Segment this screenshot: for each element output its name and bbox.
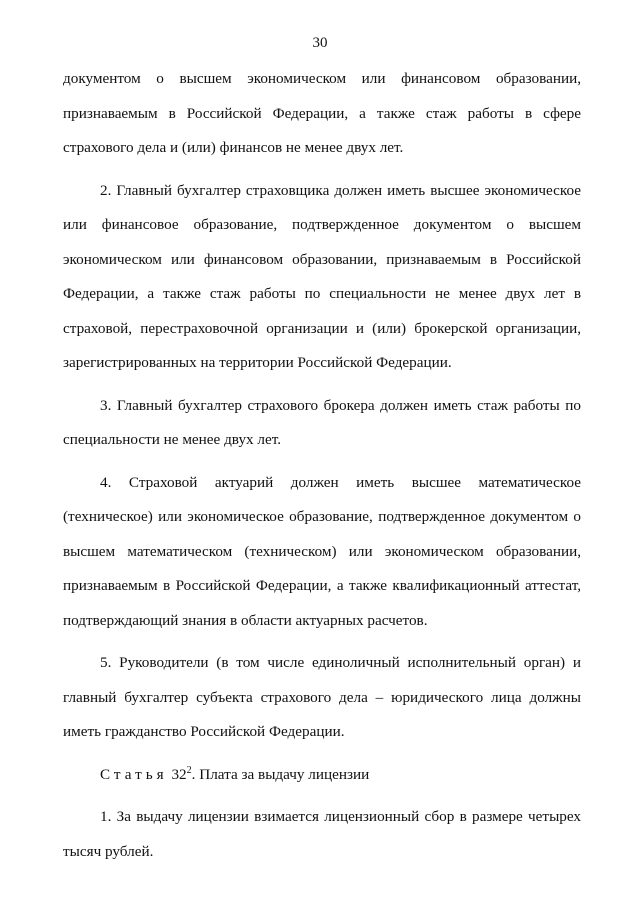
article-superscript: 2 <box>186 764 192 776</box>
article-word: Статья <box>100 765 168 783</box>
article-paragraph-1: 1. За выдачу лицензии взимается лицензионный сбор в размере четырех тысяч рублей. <box>63 808 581 860</box>
paragraph-item-2: 2. Главный бухгалтер страховщика должен иметь высшее экономическое или финансовое образование, подтвержденное документом о высшем экономическом или финансовом образовании, признаваемым в Российской Федерации, а также стаж работы по специальности не менее двух лет в страховой, перестраховочной организации и (или) брокерской организации, зарегистрированных на территории Российской Федерации. <box>63 181 581 371</box>
article-heading <box>63 758 581 793</box>
article-title: . Плата за выдачу лицензии <box>191 765 370 783</box>
document-body <box>63 62 581 877</box>
paragraph-item-4: 4. Страховой актуарий должен иметь высшее математическое (техническое) или экономическое образование, подтвержденное документом о высшем математическом (техническом) или экономическом образовании, признаваемым в Российской Федерации, а также квалификационный аттестат, подтверждающий знания в области актуарных расчетов. <box>63 473 581 629</box>
article-number: 32 <box>171 765 187 783</box>
paragraph-item-3: 3. Главный бухгалтер страхового брокера должен иметь стаж работы по специальности не менее двух лет. <box>63 396 581 448</box>
paragraph-item-5: 5. Руководители (в том числе единоличный исполнительный орган) и главный бухгалтер субъекта страхового дела – юридического лица должны иметь гражданство Российской Федерации. <box>63 654 581 740</box>
paragraph-continuation: документом о высшем экономическом или финансовом образовании, признаваемым в Российской Федерации, а также стаж работы в сфере страхового дела и (или) финансов не менее двух лет. <box>63 70 581 156</box>
page-number: 30 <box>312 35 328 51</box>
